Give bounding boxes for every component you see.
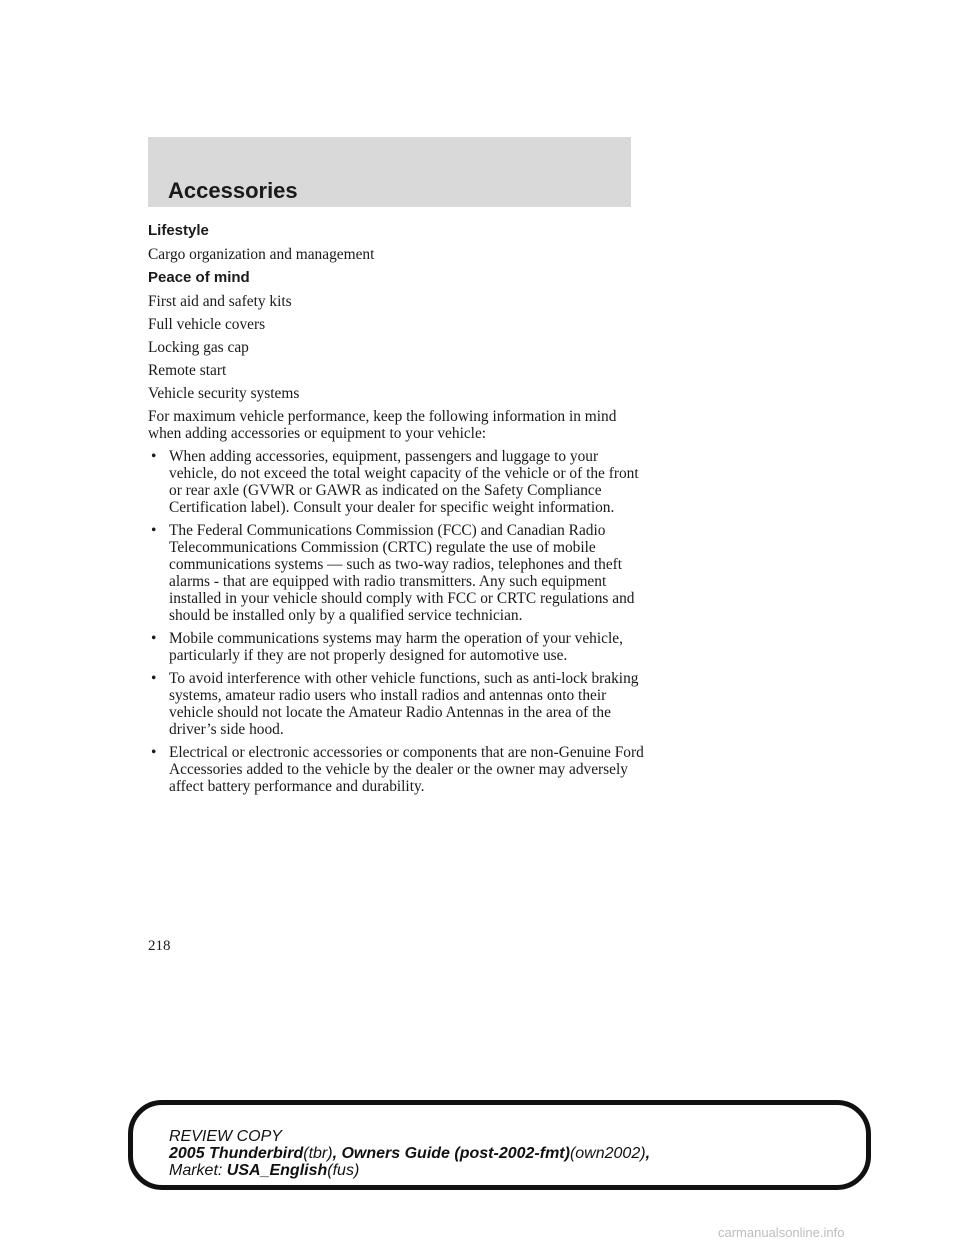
watermark: carmanualsonline.info [718,1225,845,1240]
bullet-text: The Federal Communications Commission (FCC) and Canadian Radio Telecommunications Commission (CRTC) regulate the use of mobile communications systems — such as two-way radios, telephones and theft alarms - that are equipped with radio transmitters. Any such equipment installed in your vehicle should comply with FCC or CRTC regulations and should be installed only by a qualified service technician. [169,522,635,624]
page-number: 218 [148,938,171,954]
peace-of-mind-heading: Peace of mind [148,269,250,286]
peace-of-mind-item: Locking gas cap [148,339,249,356]
lifestyle-item: Cargo organization and management [148,246,375,263]
review-separator: , [645,1145,651,1162]
bullet-text: Mobile communications systems may harm the operation of your vehicle, particularly if they are not properly designed for automotive use. [169,630,623,664]
review-guide: Owners Guide (post-2002-fmt) [341,1145,570,1162]
peace-of-mind-item: First aid and safety kits [148,293,292,310]
bullet-icon: • [151,630,157,647]
review-market: USA_English [226,1162,328,1179]
bullet-item [148,744,648,795]
review-separator: , [332,1145,342,1162]
review-label: REVIEW COPY [169,1128,282,1145]
peace-of-mind-item: Full vehicle covers [148,316,266,333]
bullet-text: When adding accessories, equipment, passengers and luggage to your vehicle, do not exceed the total weight capacity of the vehicle or of the front or rear axle (GVWR or GAWR as indicated on the Safety Compliance Certification label). Consult your dealer for specific weight information. [169,448,639,516]
bullet-icon: • [151,670,157,687]
bullet-icon: • [151,522,157,539]
bullet-list [148,448,648,795]
peace-of-mind-item: Vehicle security systems [148,385,300,402]
intro-paragraph: For maximum vehicle performance, keep the following information in mind when adding accessories or equipment to your vehicle: [148,408,617,442]
bullet-icon: • [151,448,157,465]
review-guide-code: (own2002) [569,1145,646,1162]
review-product-line [169,1145,650,1162]
bullet-item [148,670,648,738]
bullet-text: To avoid interference with other vehicle functions, such as anti-lock braking systems, amateur radio users who install radios and antennas onto their vehicle should not locate the Amateur Radio Antennas in the area of the driver’s side hood. [169,670,639,738]
lifestyle-heading: Lifestyle [148,222,209,239]
review-copy-text [169,1128,650,1179]
bullet-item [148,522,648,624]
peace-of-mind-item: Remote start [148,362,227,379]
page-content [148,222,648,801]
section-header-band [148,137,631,207]
bullet-item [148,630,648,664]
bullet-item [148,448,648,516]
review-market-code: (fus) [327,1162,360,1179]
review-model: 2005 Thunderbird [169,1145,304,1162]
review-market-label: Market: [169,1162,223,1179]
review-market-line [169,1162,650,1179]
section-title: Accessories [168,178,298,203]
review-copy-box [128,1100,871,1190]
review-model-code: (tbr) [303,1145,333,1162]
bullet-text: Electrical or electronic accessories or components that are non-Genuine Ford Accessories added to the vehicle by the dealer or the owner may adversely affect battery performance and durability. [169,744,644,795]
bullet-icon: • [151,744,157,761]
